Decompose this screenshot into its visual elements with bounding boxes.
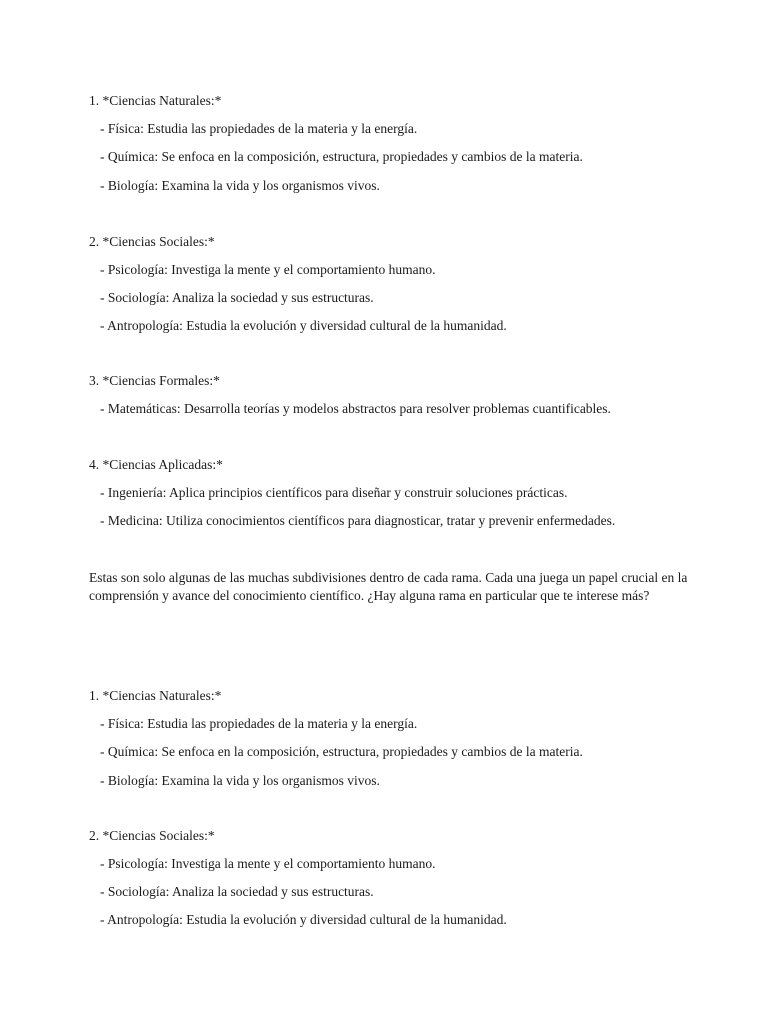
section-heading-natural: 1. *Ciencias Naturales:*	[89, 93, 222, 108]
list-item-sociologia: - Sociología: Analiza la sociedad y sus estructuras.	[100, 884, 374, 899]
list-item-biologia: - Biología: Examina la vida y los organismos vivos.	[100, 773, 380, 788]
list-item-ingenieria: - Ingeniería: Aplica principios científicos para diseñar y construir soluciones prácticas.	[100, 485, 568, 500]
list-item-sociologia: - Sociología: Analiza la sociedad y sus estructuras.	[100, 290, 374, 305]
list-item-quimica: - Química: Se enfoca en la composición, estructura, propiedades y cambios de la materia.	[100, 149, 583, 164]
list-item-antropologia: - Antropología: Estudia la evolución y diversidad cultural de la humanidad.	[100, 912, 507, 927]
list-item-psicologia: - Psicología: Investiga la mente y el comportamiento humano.	[100, 856, 436, 871]
list-item-biologia: - Biología: Examina la vida y los organismos vivos.	[100, 178, 380, 193]
section-heading-social: 2. *Ciencias Sociales:*	[89, 828, 215, 843]
list-item-antropologia: - Antropología: Estudia la evolución y diversidad cultural de la humanidad.	[100, 318, 507, 333]
section-heading-social: 2. *Ciencias Sociales:*	[89, 234, 215, 249]
list-item-psicologia: - Psicología: Investiga la mente y el comportamiento humano.	[100, 262, 436, 277]
list-item-medicina: - Medicina: Utiliza conocimientos científicos para diagnosticar, tratar y prevenir enfermedades.	[100, 513, 616, 528]
list-item-matematicas: - Matemáticas: Desarrolla teorías y modelos abstractos para resolver problemas cuantificables.	[100, 401, 611, 416]
section-heading-natural: 1. *Ciencias Naturales:*	[89, 688, 222, 703]
list-item-quimica: - Química: Se enfoca en la composición, estructura, propiedades y cambios de la materia.	[100, 744, 583, 759]
list-item-fisica: - Física: Estudia las propiedades de la materia y la energía.	[100, 121, 418, 136]
section-heading-applied: 4. *Ciencias Aplicadas:*	[89, 457, 223, 472]
section-heading-formal: 3. *Ciencias Formales:*	[89, 373, 220, 388]
list-item-fisica: - Física: Estudia las propiedades de la materia y la energía.	[100, 716, 418, 731]
closing-paragraph: Estas son solo algunas de las muchas subdivisiones dentro de cada rama. Cada una juega un papel crucial en la comprensión y avance del conocimiento científico. ¿Hay alguna rama en particular que te interese más?	[89, 570, 688, 603]
